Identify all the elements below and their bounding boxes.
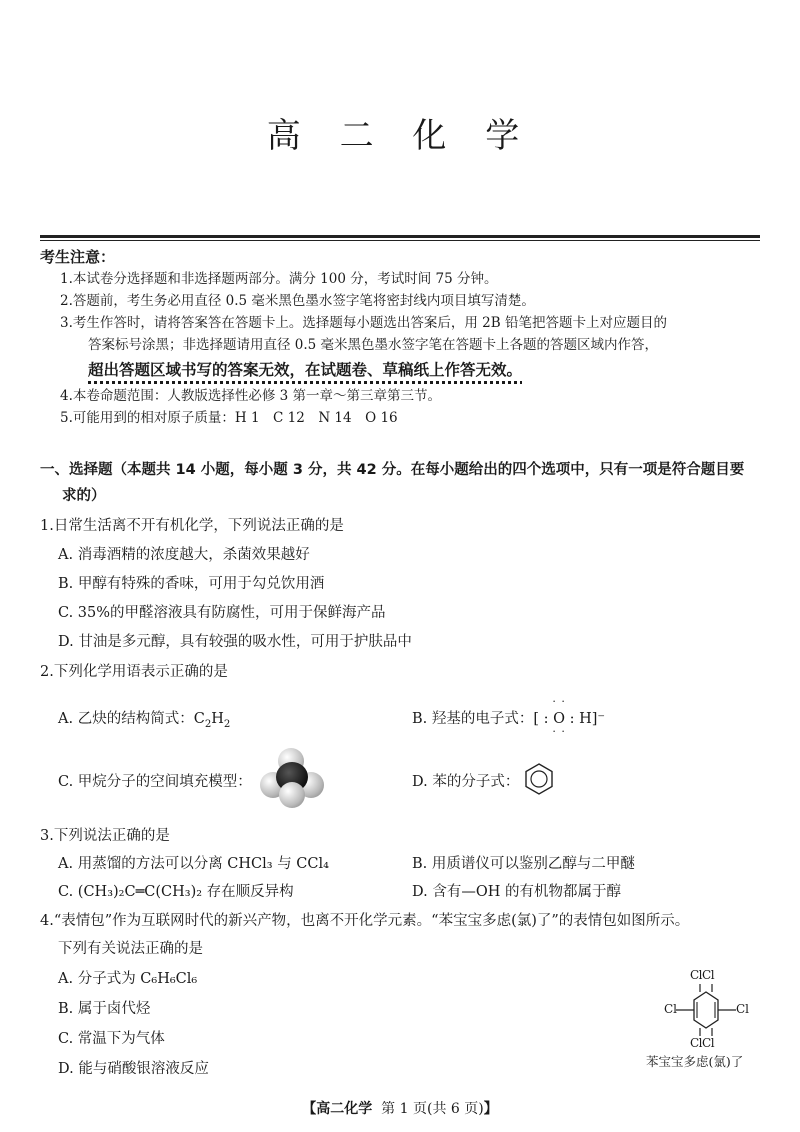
q2-option-a-label: A. 乙炔的结构简式： — [58, 711, 194, 727]
q3-option-c: C. (CH₃)₂C═C(CH₃)₂ 存在顺反异构 — [58, 884, 294, 900]
header-rule-thin — [40, 240, 760, 241]
q3-option-b: B. 用质谱仪可以鉴别乙醇与二甲醚 — [412, 856, 635, 872]
figure-label-right: Cl — [736, 1002, 750, 1016]
figure-label-bottom: ClCl — [690, 1036, 715, 1050]
hexachlorobenzene-figure — [644, 968, 768, 1068]
q2-option-a-c: C — [193, 711, 205, 727]
electron-dots-top: · · — [552, 695, 566, 708]
q2-stem: 2.下列化学用语表示正确的是 — [40, 664, 228, 680]
q2-option-b — [412, 695, 606, 738]
q4-option-c: C. 常温下为气体 — [58, 1031, 165, 1047]
footer-page-number: 第 1 页(共 6 页) — [381, 1101, 484, 1117]
q3-option-a: A. 用蒸馏的方法可以分离 CHCl₃ 与 CCl₄ — [58, 856, 329, 872]
section-line-2: 求的） — [62, 488, 106, 504]
q2-option-c: C. 甲烷分子的空间填充模型： — [58, 774, 252, 790]
exam-notice — [40, 246, 760, 429]
footer-bracket-close: 】 — [483, 1101, 498, 1117]
section-heading — [40, 457, 764, 509]
notice-item-2: 2.答题前，考生务必用直径 0.5 毫米黑色墨水签字笔将密封线内项目填写清楚。 — [60, 293, 535, 309]
q3-stem: 3.下列说法正确的是 — [40, 828, 170, 844]
q2-option-a — [58, 707, 230, 730]
notice-item-1: 1.本试卷分选择题和非选择题两部分。满分 100 分，考试时间 75 分钟。 — [60, 271, 498, 287]
q1-option-d: D. 甘油是多元醇，具有较强的吸水性，可用于护肤品中 — [58, 634, 412, 650]
q4-stem-line-2: 下列有关说法正确的是 — [58, 941, 203, 957]
notice-item-3-emphasis-line — [40, 356, 760, 385]
page-title: 高 二 化 学 — [266, 116, 534, 156]
q1-option-a: A. 消毒酒精的浓度越大，杀菌效果越好 — [58, 547, 310, 563]
figure-label-top: ClCl — [690, 968, 715, 982]
methane-space-filling-model — [258, 748, 328, 808]
footer-bracket-open: 【 — [302, 1101, 317, 1117]
notice-item-3-cont: 答案标号涂黑；非选择题请用直径 0.5 毫米黑色墨水签字笔在答题卡上各题的答题区域内作答， — [88, 337, 659, 353]
notice-item-5: 5.可能用到的相对原子质量：H 1 C 12 N 14 O 16 — [60, 410, 398, 426]
q4-option-b: B. 属于卤代烃 — [58, 1001, 151, 1017]
q2-option-a-sub1: 2 — [204, 718, 212, 730]
notice-item-4: 4.本卷命题范围：人教版选择性必修 3 第一章～第三章第三节。 — [60, 388, 442, 404]
electron-dots-bottom: · · — [552, 725, 566, 738]
q1-stem: 1.日常生活离不开有机化学，下列说法正确的是 — [40, 518, 344, 534]
q2-option-a-h: H — [211, 711, 224, 727]
q2-option-d: D. 苯的分子式： — [412, 774, 520, 790]
figure-label-left: Cl — [664, 1002, 678, 1016]
q1-option-b: B. 甲醇有特殊的香味，可用于勾兑饮用酒 — [58, 576, 325, 592]
notice-heading: 考生注意： — [40, 248, 116, 266]
hydroxyl-formula-text: [ : O : H]⁻ — [533, 711, 606, 727]
q2-option-b-label: B. 羟基的电子式： — [412, 711, 534, 727]
section-line-1: 一、选择题（本题共 14 小题，每小题 3 分，共 42 分。在每小题给出的四个选项中，只有一项是符合题目要 — [40, 462, 745, 478]
q4-stem-line-1: 4.“表情包”作为互联网时代的新兴产物，也离不开化学元素。“苯宝宝多虑(氯)了”的表情包如图所示。 — [40, 913, 690, 929]
q2-option-a-sub2: 2 — [223, 718, 231, 730]
q4-option-a: A. 分子式为 C₆H₆Cl₆ — [58, 971, 198, 987]
figure-side-bonds — [674, 1006, 738, 1014]
hydroxyl-electron-formula — [533, 695, 606, 738]
page-footer — [0, 1098, 800, 1118]
q3-option-d: D. 含有—OH 的有机物都属于醇 — [412, 884, 621, 900]
figure-caption: 苯宝宝多虑(氯)了 — [646, 1054, 744, 1069]
methane-h-atom-4 — [279, 782, 305, 808]
q1-option-c: C. 35%的甲醛溶液具有防腐性，可用于保鲜海产品 — [58, 605, 386, 621]
header-rule-thick — [40, 235, 760, 238]
notice-item-3: 3.考生作答时，请将答案答在答题卡上。选择题每小题选出答案后，用 2B 铅笔把答题卡上对应题目的 — [60, 315, 667, 331]
notice-emphasis: 超出答题区域书写的答案无效，在试题卷、草稿纸上作答无效。 — [88, 361, 523, 379]
benzene-ring-icon — [522, 762, 556, 796]
q4-option-d: D. 能与硝酸银溶液反应 — [58, 1061, 209, 1077]
footer-subject: 高二化学 — [316, 1101, 373, 1117]
